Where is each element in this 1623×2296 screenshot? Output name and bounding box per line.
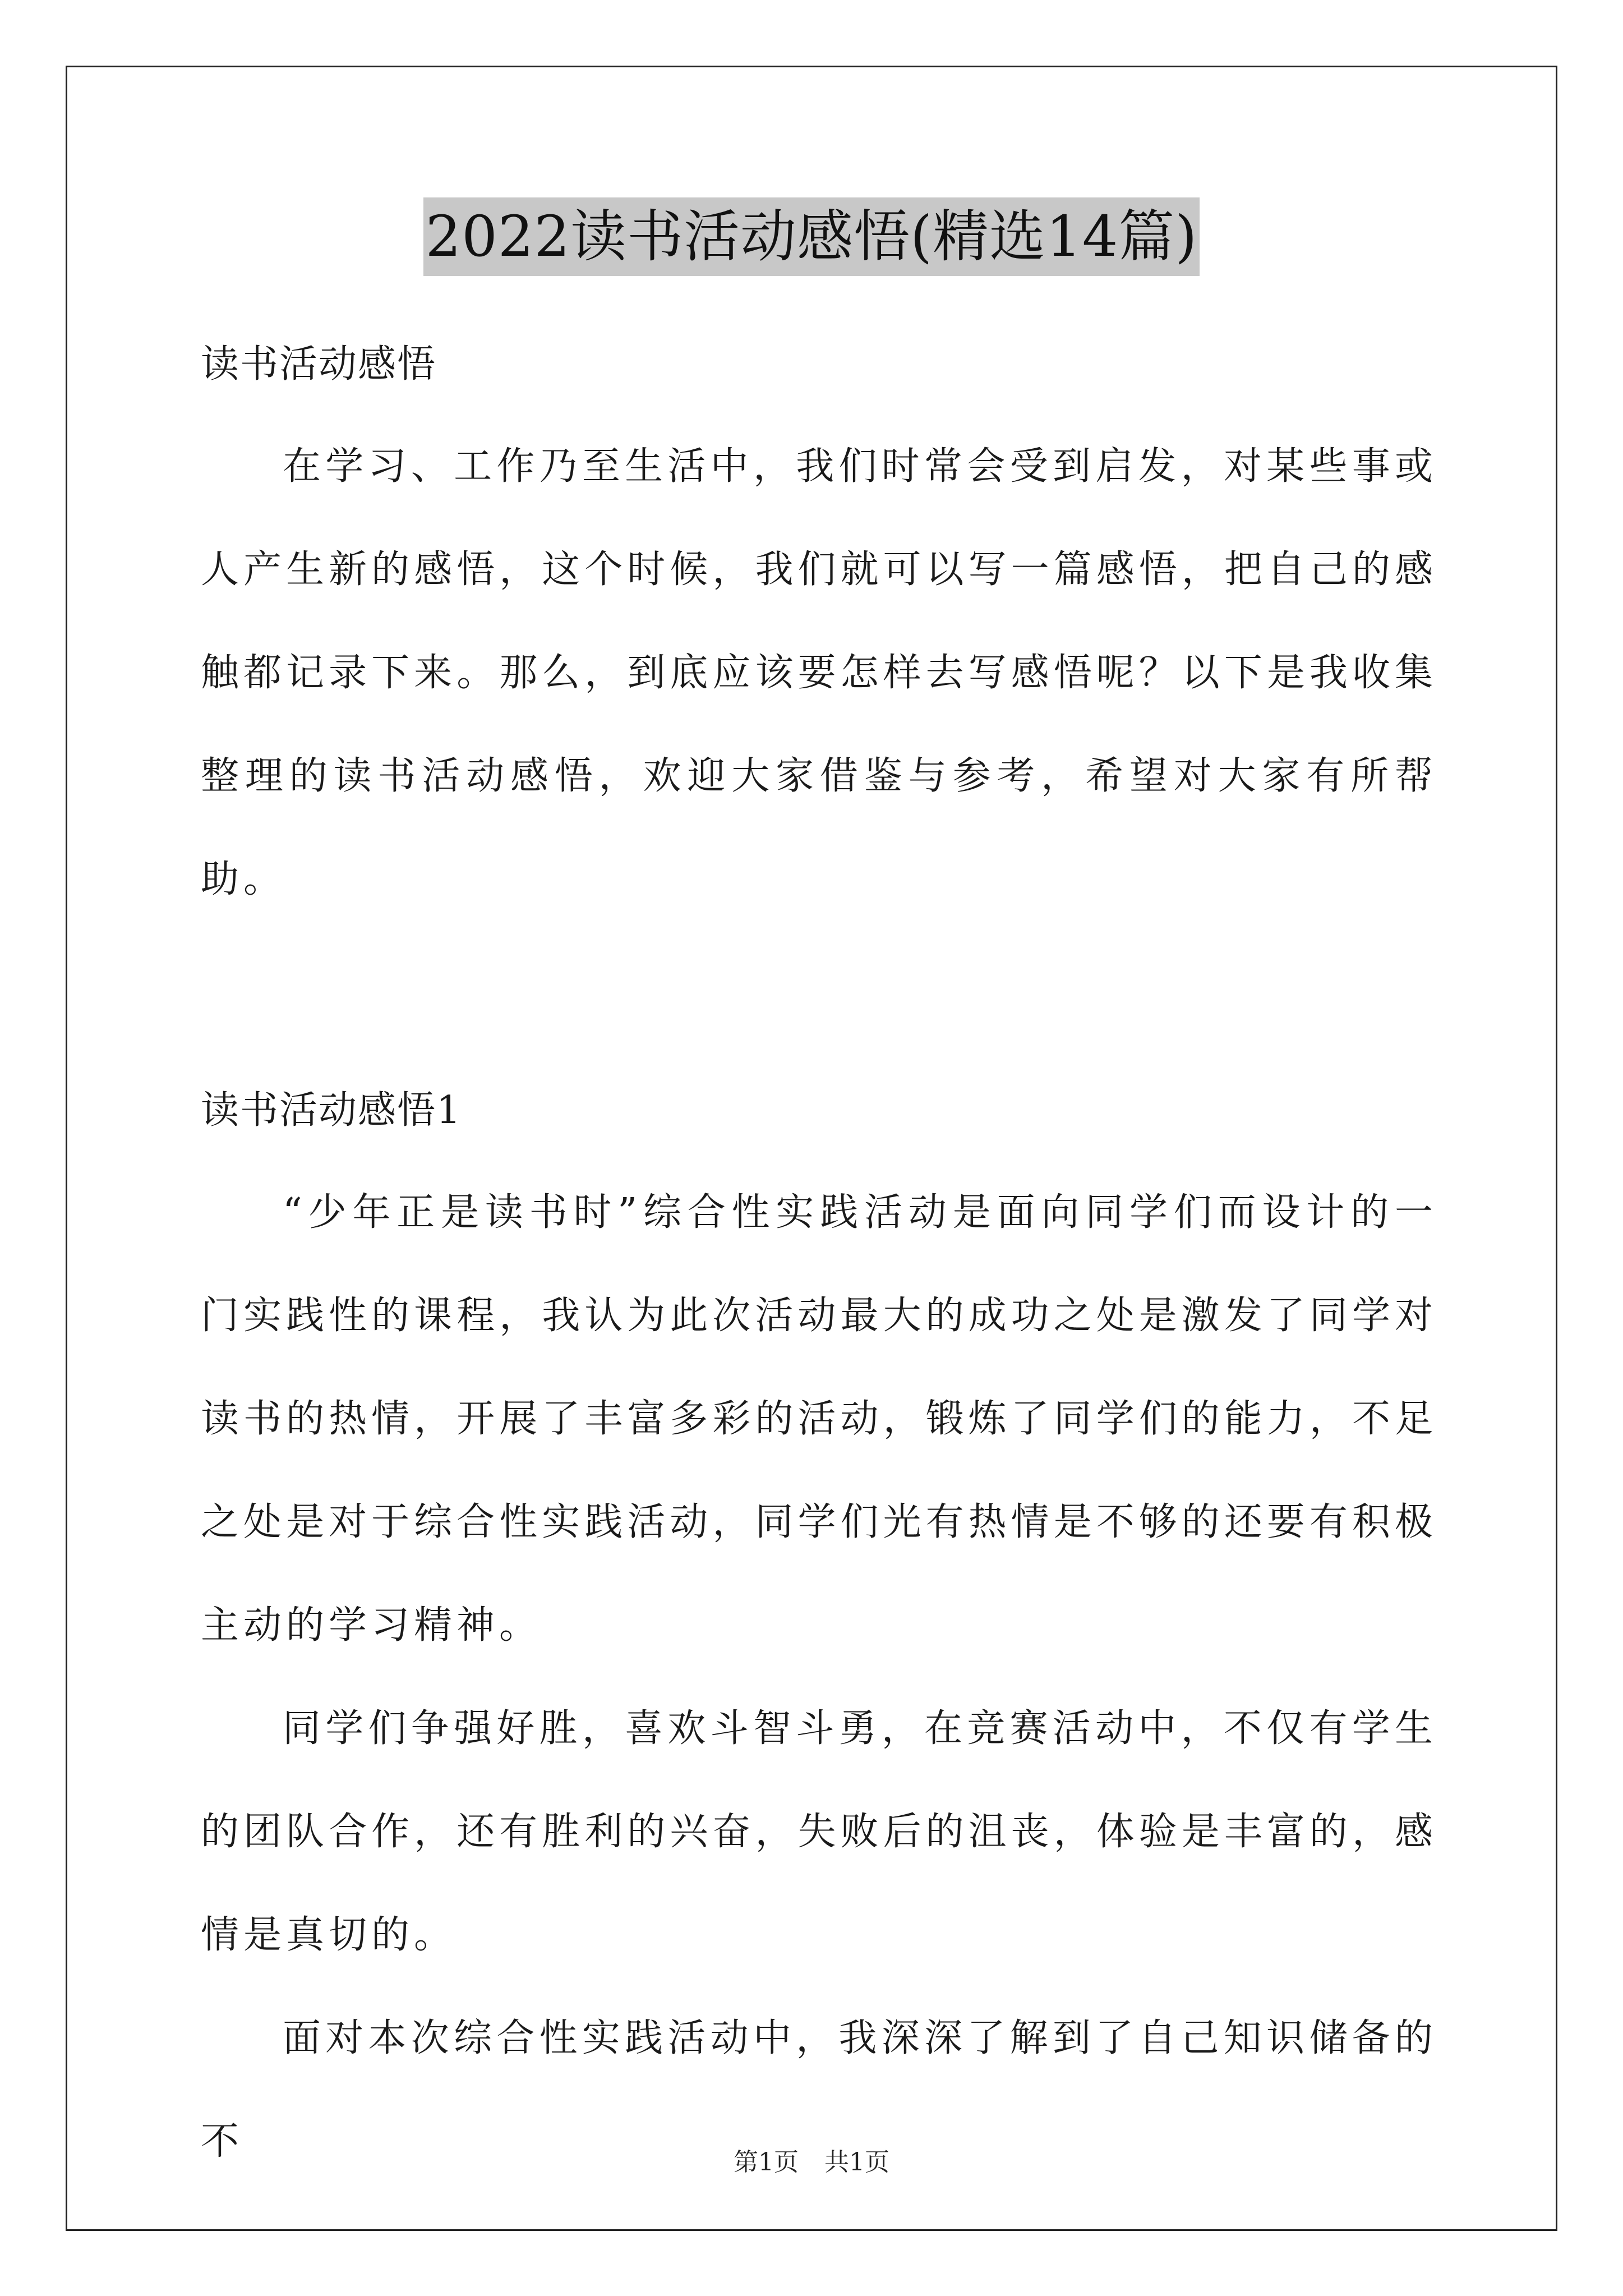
page-number: 第1页 (734, 2148, 799, 2177)
intro-paragraph: 在学习、工作乃至生活中，我们时常会受到启发，对某些事或人产生新的感悟，这个时候，我们就可以写一篇感悟，把自己的感触都记录下来。那么，到底应该要怎样去写感悟呢？以下是我收集整理的读书活动感悟，欢迎大家借鉴与参考，希望对大家有所帮助。 (201, 444, 1437, 901)
section-1-paragraph-1: “少年正是读书时”综合性实践活动是面向同学们而设计的一门实践性的课程，我认为此次活动最大的成功之处是激发了同学对读书的热情，开展了丰富多彩的活动，锻炼了同学们的能力，不足之处是对于综合性实践活动，同学们光有热情是不够的还要有积极主动的学习精神。 (201, 1190, 1437, 1648)
section-spacer (201, 931, 1437, 1060)
page-count: 共1页 (824, 2148, 889, 2177)
section-heading-intro: 读书活动感悟 (201, 342, 437, 386)
title-container (0, 197, 1623, 276)
section-1-paragraph-2: 同学们争强好胜，喜欢斗智斗勇，在竞赛活动中，不仅有学生的团队合作，还有胜利的兴奋，失败后的沮丧，体验是丰富的，感情是真切的。 (201, 1706, 1437, 1957)
document-body (201, 314, 1437, 2193)
section-heading-1: 读书活动感悟1 (201, 1088, 462, 1133)
page-footer (0, 2142, 1623, 2178)
document-title: 2022读书活动感悟(精选14篇) (423, 197, 1200, 276)
section-1-paragraph-3: 面对本次综合性实践活动中，我深深了解到了自己知识储备的不 (201, 2016, 1437, 2164)
